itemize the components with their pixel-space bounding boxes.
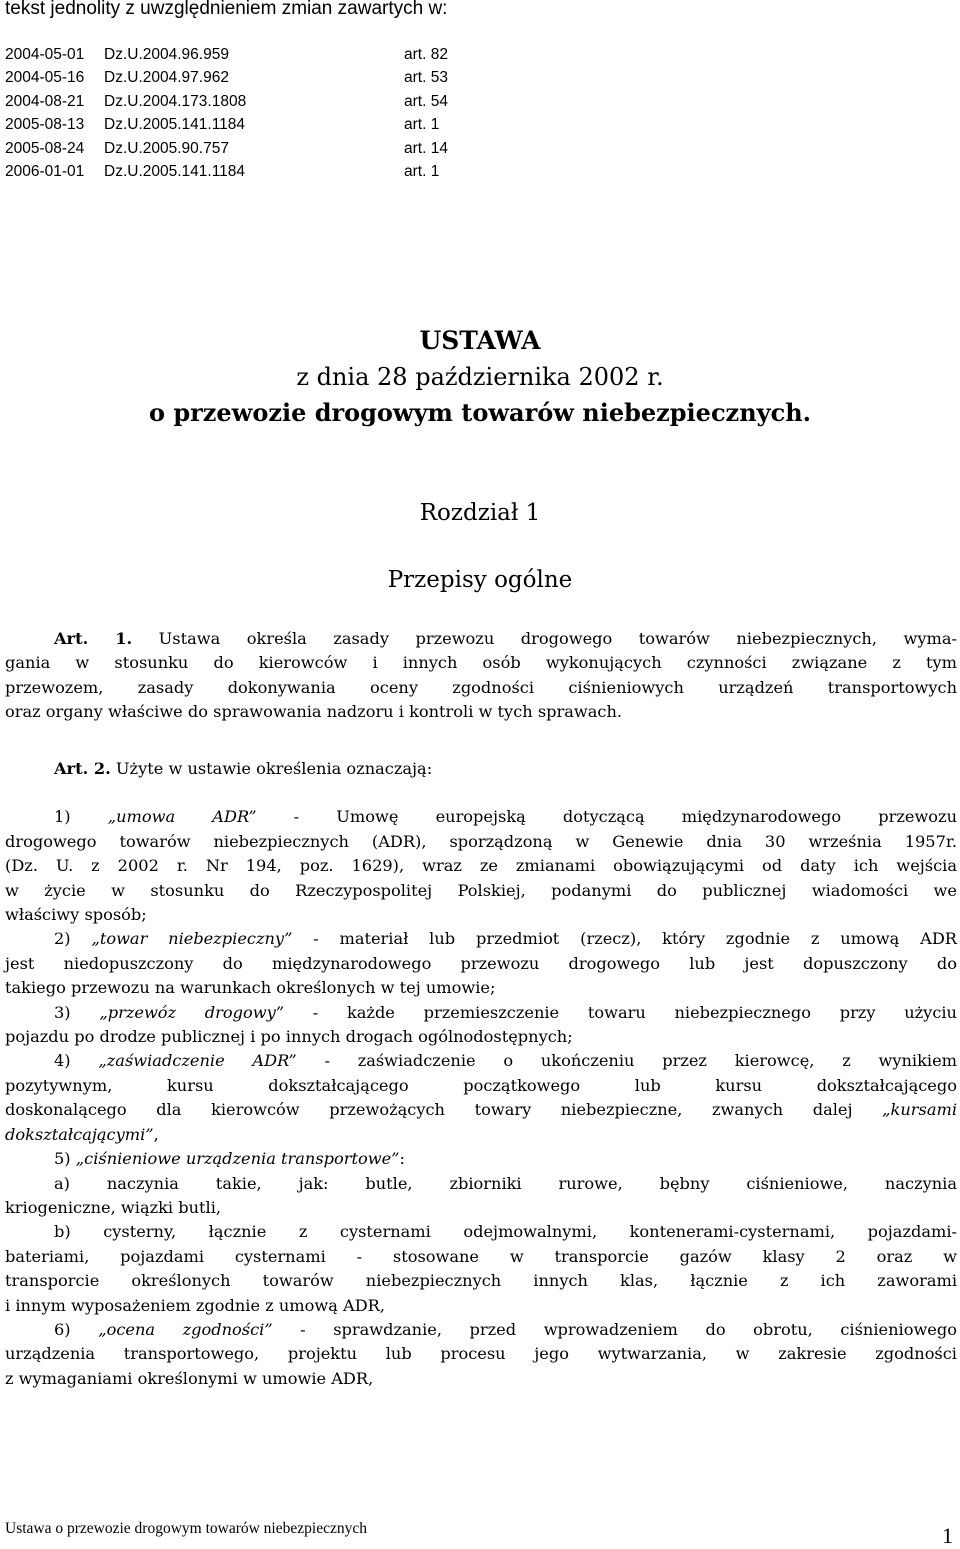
defined-term: „przewóz drogowy” (99, 1002, 285, 1022)
act-subject: o przewozie drogowym towarów niebezpiecznych. (148, 398, 811, 427)
act-date-line: z dnia 28 października 2002 r. (296, 363, 664, 391)
defined-term: „umowa ADR” (107, 807, 257, 827)
amendment-reference: Dz.U.2005.90.757 (104, 139, 229, 157)
definition-text: (Dz. U. z 2002 r. Nr 194, poz. 1629), wraz ze zmianami obowiązującymi od daty ich wejścia (5, 856, 957, 876)
definition-subitem-b: b) cysterny, łącznie z cysternami odejmowalnymi, kontenerami-cysternami, pojazdami- (54, 1222, 957, 1242)
definition-umowa-adr (5, 805, 957, 927)
defined-term: „ocena zgodności” (98, 1319, 273, 1339)
definition-subitem-b: transporcie określonych towarów niebezpiecznych innych klas, łącznie z ich zaworami (5, 1271, 957, 1291)
amendment-date: 2006-01-01 (5, 162, 85, 180)
article-1 (5, 627, 957, 725)
definition-text: takiego przewozu na warunkach określonych w tej umowie; (5, 978, 496, 998)
amendment-date: 2004-05-01 (5, 46, 85, 63)
definition-number: 5) (54, 1149, 76, 1169)
article-1-text: Ustawa określa zasady przewozu drogowego towarów niebezpiecznych, wyma- (132, 629, 957, 648)
defined-term: „zaświadczenie ADR” (98, 1051, 297, 1071)
definition-text: urządzenia transportowego, projektu lub procesu jego wytwarzania, w zakresie zgodności (5, 1344, 957, 1364)
definition-number: 1) (54, 807, 108, 827)
article-2-intro: Użyte w ustawie określenia oznaczają: (110, 759, 433, 778)
amendment-date: 2004-08-21 (5, 92, 85, 110)
definition-number: 2) (54, 929, 92, 949)
amendment-reference: Dz.U.2005.141.1184 (104, 116, 246, 134)
amendment-reference: Dz.U.2004.97.962 (104, 69, 229, 87)
amendment-article: art. 82 (404, 46, 448, 63)
definition-text: , (153, 1124, 159, 1144)
defined-term: „ciśnieniowe urządzenia transportowe” (75, 1149, 400, 1169)
page-number: 1 (942, 1523, 953, 1548)
definition-text: - każde przemieszczenie towaru niebezpiecznego przy użyciu (284, 1002, 957, 1022)
definition-towar-niebezpieczny (5, 927, 957, 1000)
definition-text: właściwy sposób; (5, 905, 147, 925)
definition-text: doskonalącego dla kierowców przewożących towary niebezpieczne, zwanych dalej (5, 1100, 883, 1120)
definition-ocena-zgodnosci (5, 1318, 957, 1391)
definition-subitem-b: bateriami, pojazdami cysternami - stosowane w transporcie gazów klasy 2 oraz w (5, 1246, 957, 1266)
article-1-text: przewozem, zasady dokonywania oceny zgodności ciśnieniowych urządzeń transportowych (5, 677, 957, 697)
chapter-name: Przepisy ogólne (387, 567, 573, 593)
article-1-label: Art. 1. (54, 629, 133, 648)
amendment-article: art. 54 (404, 92, 448, 110)
defined-term: dokształcającymi” (5, 1124, 154, 1144)
article-1-text: oraz organy właściwe do sprawowania nadzoru i kontroli w tych sprawach. (5, 702, 623, 722)
definition-number: 6) (54, 1319, 99, 1339)
definition-text: pozytywnym, kursu dokształcającego początkowego lub kursu dokształcającego (5, 1075, 957, 1095)
definition-text: : (399, 1149, 405, 1169)
amendment-reference: Dz.U.2004.96.959 (104, 46, 229, 63)
footer-title: Ustawa o przewozie drogowym towarów niebezpiecznych (5, 1520, 367, 1537)
amendment-article: art. 1 (404, 116, 440, 134)
definition-text: - Umowę europejską dotyczącą międzynarodowego przewozu (256, 807, 958, 827)
amendment-date: 2005-08-13 (5, 116, 85, 134)
definition-text: pojazdu po drodze publicznej i po innych drogach ogólnodostępnych; (5, 1027, 573, 1047)
amendment-article: art. 1 (404, 162, 440, 180)
definition-text: - materiał lub przedmiot (rzecz), który zgodnie z umową ADR (292, 929, 957, 949)
defined-term: „towar niebezpieczny” (91, 929, 293, 949)
consolidated-text-intro: tekst jednolity z uwzględnieniem zmian zawartych w: (5, 0, 448, 19)
amendment-date: 2005-08-24 (5, 139, 85, 157)
definition-number: 3) (54, 1002, 100, 1022)
chapter-number: Rozdział 1 (419, 500, 541, 526)
article-2 (5, 757, 957, 1391)
definition-subitem-a: a) naczynia takie, jak: butle, zbiorniki rurowe, bębny ciśnieniowe, naczynia (54, 1173, 957, 1193)
article-1-text: gania w stosunku do kierowców i innych osób wykonujących czynności związane z tym (5, 653, 957, 673)
definition-subitem-a: kriogeniczne, wiązki butli, (5, 1197, 222, 1217)
amendment-article: art. 53 (404, 69, 448, 87)
definition-przewoz-drogowy (5, 1001, 957, 1050)
amendment-reference: Dz.U.2004.173.1808 (104, 92, 247, 110)
definition-text: w życie w stosunku do Rzeczypospolitej Polskiej, podanymi do publicznej wiadomości we (5, 880, 957, 900)
defined-term: „kursami (882, 1100, 957, 1120)
article-2-label: Art. 2. (54, 759, 111, 778)
definition-zaswiadczenie-adr (5, 1049, 957, 1147)
amendment-reference: Dz.U.2005.141.1184 (104, 162, 246, 180)
definition-text: drogowego towarów niebezpiecznych (ADR), sporządzoną w Genewie dnia 30 września 1957r. (5, 831, 957, 851)
definition-text: z wymaganiami określonymi w umowie ADR, (5, 1368, 374, 1388)
definition-cisnieniowe-urzadzenia (5, 1147, 957, 1318)
definition-subitem-b: i innym wyposażeniem zgodnie z umową ADR, (5, 1295, 386, 1315)
amendment-date: 2004-05-16 (5, 69, 85, 87)
definition-text: jest niedopuszczony do międzynarodowego przewozu drogowego lub jest dopuszczony do (5, 953, 957, 973)
definition-text: - sprawdzanie, przed wprowadzeniem do obrotu, ciśnieniowego (272, 1319, 957, 1339)
amendment-article: art. 14 (404, 139, 448, 157)
definition-text: - zaświadczenie o ukończeniu przez kierowcę, z wynikiem (296, 1051, 958, 1071)
act-title: USTAWA (419, 326, 541, 355)
definition-number: 4) (54, 1051, 99, 1071)
